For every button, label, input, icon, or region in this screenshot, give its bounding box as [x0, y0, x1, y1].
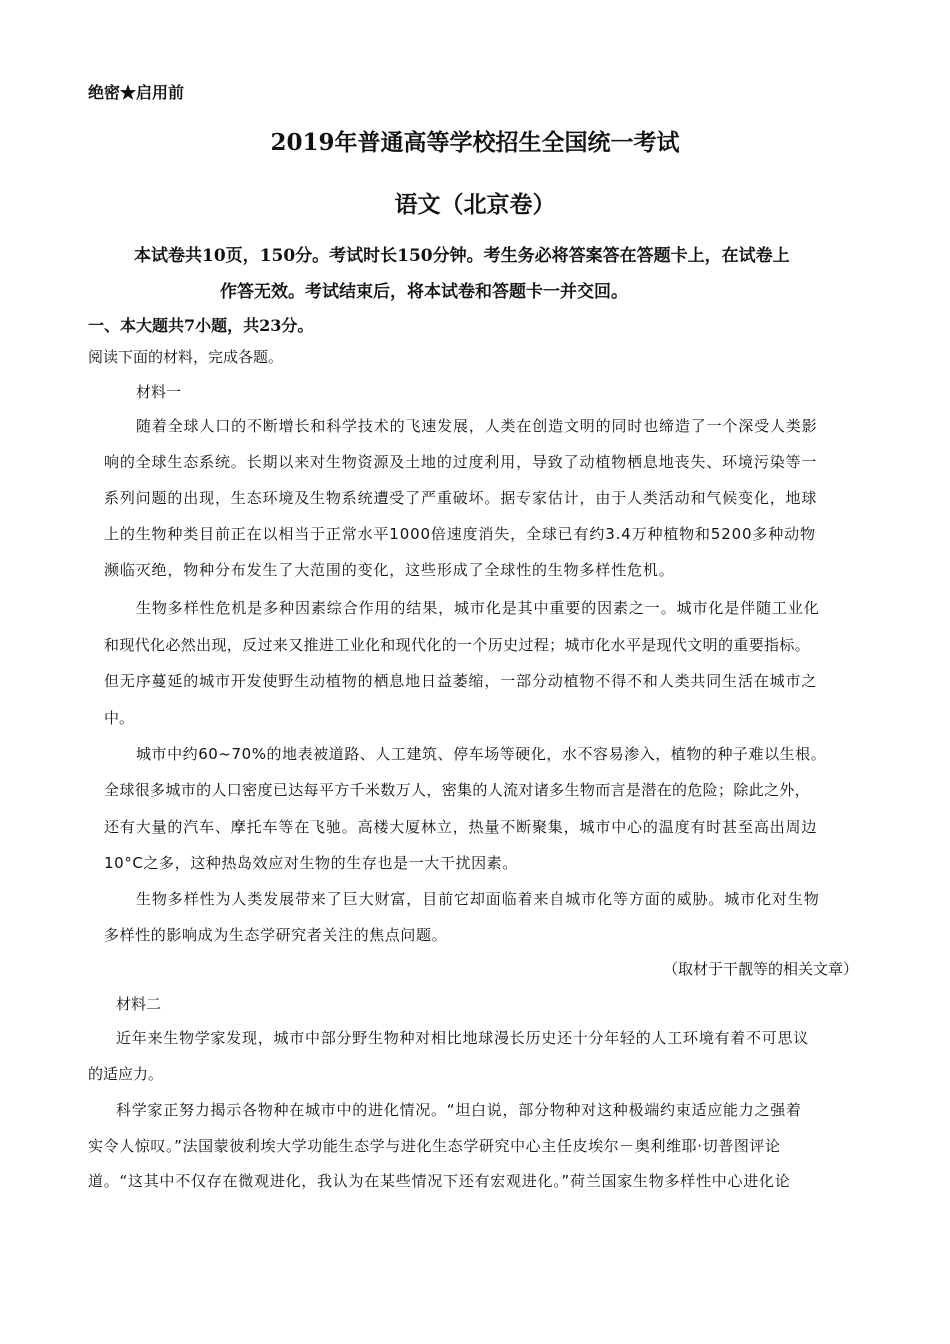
section-instruction: 阅读下面的材料，完成各题。 [88, 348, 284, 366]
paragraph-line: 10°C之多，这种热岛效应对生物的生存也是一大干扰因素。 [104, 854, 518, 872]
paragraph-line: 还有大量的汽车、摩托车等在飞驰。高楼大厦林立，热量不断聚集，城市中心的温度有时甚至高出周边 [104, 818, 818, 836]
paragraph-line: 多样性的影响成为生态学研究者关注的焦点问题。 [104, 926, 448, 944]
section-heading: 一、本大题共7小题，共23分。 [88, 316, 314, 335]
paragraph-line: 实令人惊叹。”法国蒙彼利埃大学功能生态学与进化生态学研究中心主任皮埃尔－奥利维耶·切普图评论 [88, 1137, 781, 1155]
paragraph-line: 全球很多城市的人口密度已达每平方千米数万人，密集的人流对诸多生物而言是潜在的危险；除此之外， [104, 781, 811, 799]
notice-line-2: 作答无效。考试结束后，将本试卷和答题卡一并交回。 [220, 282, 628, 302]
exam-title: 2019年普通高等学校招生全国统一考试 [270, 129, 680, 156]
paragraph-line: 城市中约60~70%的地表被道路、人工建筑、停车场等硬化，水不容易渗入，植物的种子难以生根。 [136, 745, 827, 763]
paragraph-line: 生物多样性危机是多种因素综合作用的结果，城市化是其中重要的因素之一。城市化是伴随工业化 [136, 599, 820, 617]
paragraph-line: 濒临灭绝，物种分布发生了大范围的变化，这些形成了全球性的生物多样性危机。 [104, 561, 675, 579]
secret-mark: 绝密★启用前 [88, 83, 185, 102]
notice-line-1: 本试卷共10页，150分。考试时长150分钟。考生务必将答案答在答题卡上，在试卷上 [134, 246, 790, 266]
subject-title: 语文（北京卷） [394, 191, 556, 218]
paragraph-line: 科学家正努力揭示各物种在城市中的进化情况。“坦白说，部分物种对这种极端约束适应能力之强着 [116, 1101, 802, 1119]
paragraph-line: 系列问题的出现，生态环境及生物系统遭受了严重破坏。据专家估计，由于人类活动和气候变化，地球 [104, 489, 818, 507]
paragraph-line: 随着全球人口的不断增长和科学技术的飞速发展，人类在创造文明的同时也缔造了一个深受人类影 [136, 417, 818, 435]
paragraph-line: 生物多样性为人类发展带来了巨大财富，目前它却面临着来自城市化等方面的威胁。城市化对生物 [136, 890, 820, 908]
paragraph-line: 中。 [104, 709, 135, 727]
paragraph-line: 近年来生物学家发现，城市中部分野生物种对相比地球漫长历史还十分年轻的人工环境有着不可思议 [116, 1029, 810, 1047]
paragraph-line: 和现代化必然出现，反过来又推进工业化和现代化的一个历史过程；城市化水平是现代文明的重要指标。 [104, 636, 811, 654]
material-1-label: 材料一 [136, 383, 182, 401]
material-2-label: 材料二 [116, 995, 162, 1013]
paragraph-line: 道。“这其中不仅存在微观进化，我认为在某些情况下还有宏观进化。”荷兰国家生物多样性中心进化论 [88, 1172, 791, 1190]
paragraph-line: 的适应力。 [88, 1065, 164, 1083]
material-1-source: （取材于干靓等的相关文章） [662, 960, 858, 978]
paragraph-line: 响的全球生态系统。长期以来对生物资源及土地的过度利用，导致了动植物栖息地丧失、环境污染等一 [104, 453, 818, 471]
paragraph-line: 但无序蔓延的城市开发使野生动植物的栖息地日益萎缩，一部分动植物不得不和人类共同生活在城市之 [104, 672, 818, 690]
paragraph-line: 上的生物种类目前正在以相当于正常水平1000倍速度消失，全球已有约3.4万种植物和5200多种动物 [104, 525, 816, 543]
